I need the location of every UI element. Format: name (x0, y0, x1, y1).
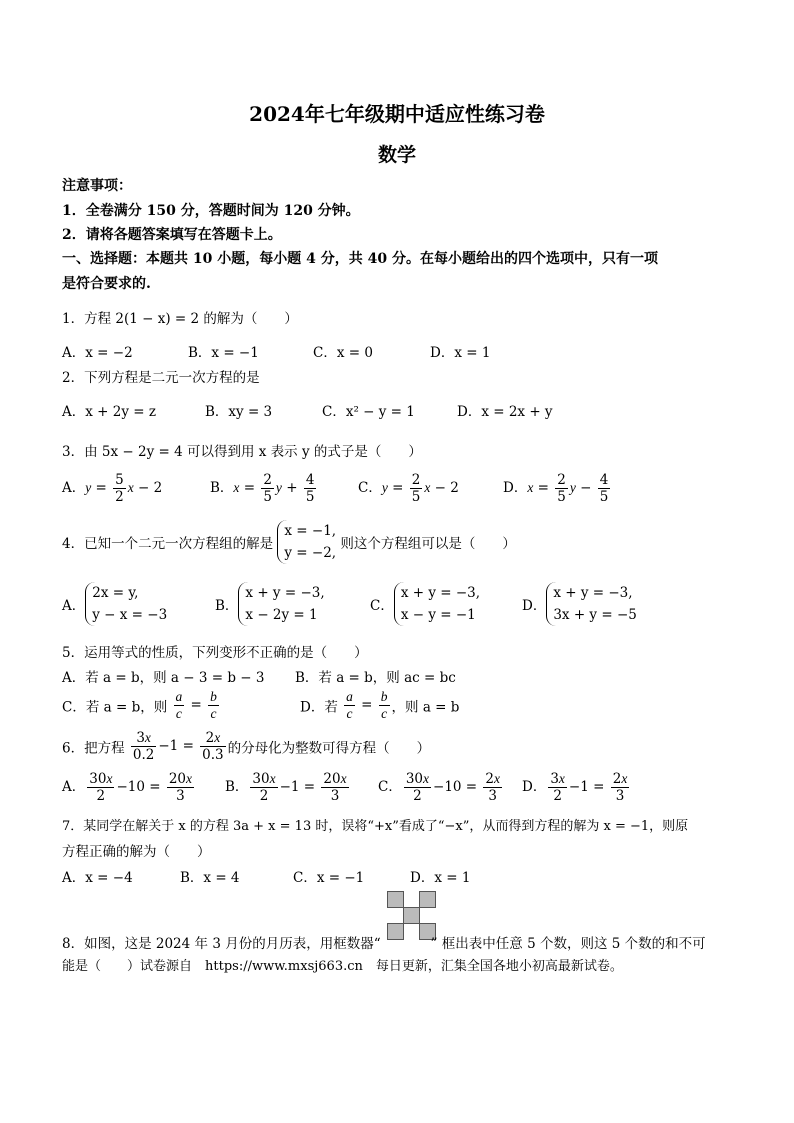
question-6: 6．把方程 $\frac{3x}{0.2}$ −1 = $\frac{2x}{0.3}$ 的分母化为整数可得方程（ ） (62, 730, 431, 763)
q7-option-b: B．x = 4 (180, 870, 240, 886)
q5-option-d: D．若 $\frac{a}{c}$ = $\frac{b}{c}$ ，则 a = b (300, 689, 460, 721)
q3-option-a: A．y = $\frac{5}{2}$ x − 2 (62, 472, 163, 505)
q4-text-after: 则这个方程组可以是（ ） (340, 536, 516, 552)
subject-title: 数学 (377, 144, 416, 166)
question-5: 5．运用等式的性质，下列变形不正确的是（ ） (62, 645, 368, 661)
q6-option-a: A． $\frac{30x}{2}$ −10 = $\frac{20x}{3}$ (62, 771, 193, 804)
q6-option-c: C． $\frac{30x}{2}$ −10 = $\frac{2x}{3}$ (378, 771, 501, 804)
q3-option-b: B．x = $\frac{2}{5}$ y + $\frac{4}{5}$ (210, 472, 315, 505)
q1-option-a: A．x = −2 (62, 345, 133, 361)
q4-option-a: A． 2x = y, y − x = −3 (62, 582, 167, 626)
section-instructions-line2: 是符合要求的. (62, 276, 151, 292)
q3-option-c: C．y = $\frac{2}{5}$ x − 2 (358, 472, 459, 505)
q4-option-c: C． x + y = −3, x − y = −1 (370, 582, 480, 626)
q1-option-c: C．x = 0 (313, 345, 373, 361)
q7-option-d: D．x = 1 (410, 870, 471, 886)
question-8-line1: 8．如图，这是 2024 年 3 月份的月历表，用框数器“ ” 框出表中任意 5 个数，则这 5 个数的和不可 (62, 936, 706, 952)
question-8-line2: 能是（ ）试卷源自 https://www.mxsj663.cn 每日更新，汇集全国各地小初高最新试卷。 (62, 959, 623, 974)
q6-option-b: B． $\frac{30x}{2}$ −1 = $\frac{20x}{3}$ (225, 771, 347, 804)
q2-option-b: B．xy = 3 (205, 404, 273, 420)
q5-option-b: B．若 a = b，则 ac = bc (295, 670, 456, 686)
q4-solution-system: x = −1, y = −2, (277, 520, 336, 564)
q5-option-c: C．若 a = b，则 $\frac{a}{c}$ = $\frac{b}{c}$ (62, 689, 217, 721)
q2-option-c: C．x² − y = 1 (322, 404, 415, 420)
q2-option-d: D．x = 2x + y (457, 404, 553, 420)
q1-option-b: B．x = −1 (188, 345, 259, 361)
section-instructions-line1: 一、选择题：本题共 10 小题，每小题 4 分，共 40 分。在每小题给出的四个选项中，只有一项 (62, 251, 658, 267)
question-3: 3．由 5x − 2y = 4 可以得到用 x 表示 y 的式子是（ ） (62, 444, 422, 460)
q4-text-before: 4．已知一个二元一次方程组的解是 (62, 536, 274, 552)
question-7-line1: 7．某同学在解关于 x 的方程 3a + x = 13 时，误将“+x”看成了“−x”，从而得到方程的解为 x = −1，则原 (62, 819, 689, 834)
question-2: 2．下列方程是二元一次方程的是 (62, 370, 260, 386)
question-7-line2: 方程正确的解为（ ） (62, 844, 211, 860)
q1-option-d: D．x = 1 (430, 345, 491, 361)
question-1: 1．方程 2(1 − x) = 2 的解为（ ） (62, 311, 298, 327)
q7-option-a: A．x = −4 (62, 870, 133, 886)
note-1: 1．全卷满分 150 分，答题时间为 120 分钟。 (62, 203, 360, 219)
q4-option-d: D． x + y = −3, 3x + y = −5 (522, 582, 637, 626)
question-4 (62, 520, 516, 564)
notes-heading: 注意事项： (62, 178, 132, 194)
q2-option-a: A．x + 2y = z (62, 404, 156, 420)
q7-option-c: C．x = −1 (293, 870, 365, 886)
q5-option-a: A．若 a = b，则 a − 3 = b − 3 (62, 670, 265, 686)
q4-option-b: B． x + y = −3, x − 2y = 1 (215, 582, 325, 626)
page-title: 2024年七年级期中适应性练习卷 (249, 102, 545, 126)
q6-option-d: D． $\frac{3x}{2}$ −1 = $\frac{2x}{3}$ (522, 771, 628, 804)
note-2: 2．请将各题答案填写在答题卡上。 (62, 227, 282, 243)
q3-option-d: D．x = $\frac{2}{5}$ y − $\frac{4}{5}$ (503, 472, 609, 505)
